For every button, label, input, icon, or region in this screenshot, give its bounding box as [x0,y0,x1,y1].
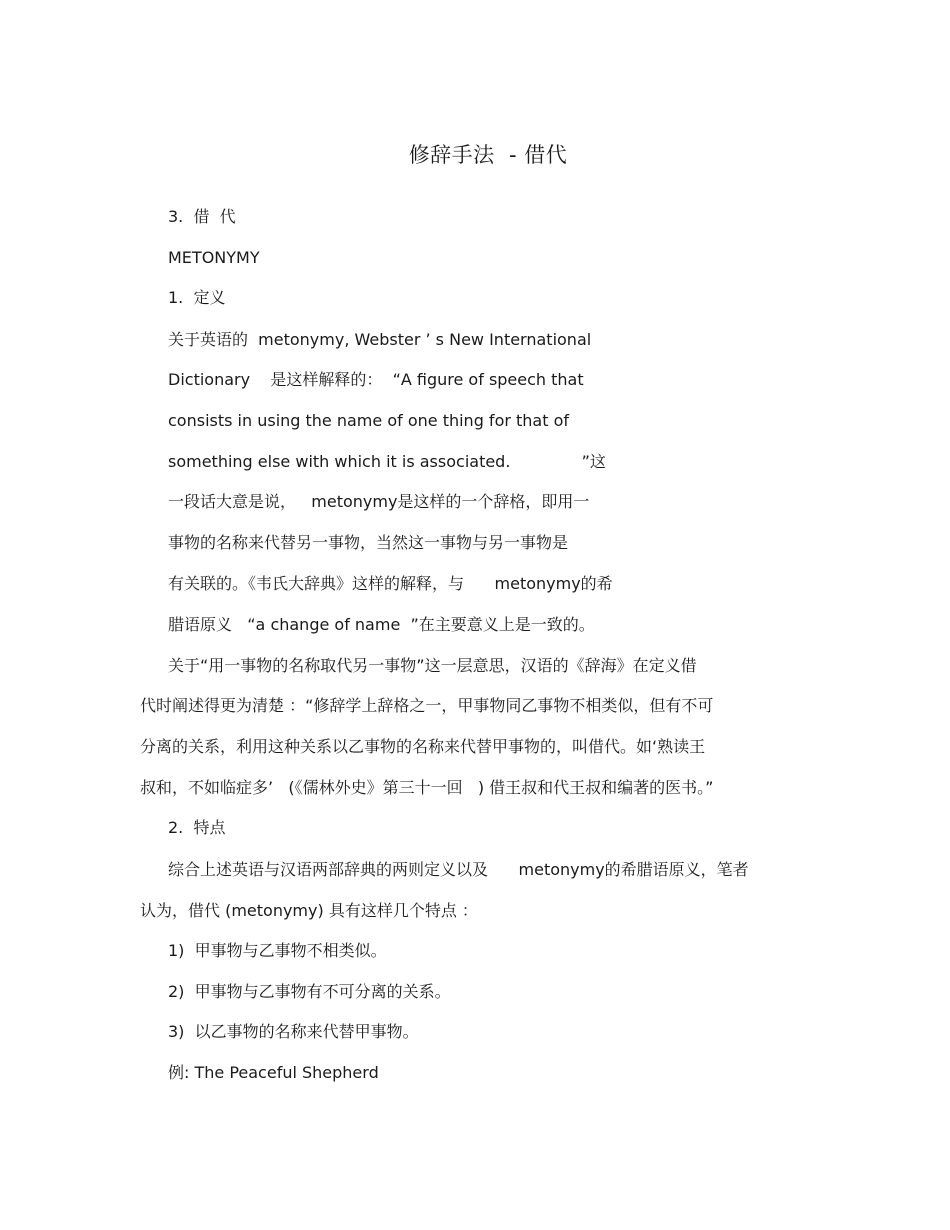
paragraph-line: 关于英语的 metonymy, Webster ’ s New International [168,330,592,349]
paragraph-line: 认为，借代 (metonymy) 具有这样几个特点 ： [140,901,478,920]
list-item: 1) 甲事物与乙事物不相类似。 [168,941,387,960]
paragraph-line: 分离的关系，利用这种关系以乙事物的名称来代替甲事物的，叫借代。如‘熟读王 [140,737,706,756]
subsection-heading: 1. 定义 [168,288,226,307]
paragraph-line: something else with which it is associated. ”这 [168,452,606,471]
paragraph-line: 一段话大意是说， metonymy是这样的一个辞格，即用一 [168,492,590,511]
paragraph-line: 综合上述英语与汉语两部辞典的两则定义以及 metonymy的希腊语原义，笔者 [168,860,749,879]
paragraph-line: 事物的名称来代替另一事物，当然这一事物与另一事物是 [168,533,569,552]
page-title: 修辞手法 - 借代 [408,143,568,167]
example-line: 例: The Peaceful Shepherd [168,1063,379,1082]
section-subheading: METONYMY [168,248,260,267]
subsection-heading: 2. 特点 [168,818,226,837]
paragraph-line: 叔和，不如临症多’ (《儒林外史》第三十一回 ) 借王叔和代王叔和编著的医书。” [140,778,714,797]
list-item: 3) 以乙事物的名称来代替甲事物。 [168,1022,419,1041]
paragraph-line: consists in using the name of one thing for that of [168,411,570,430]
list-item: 2) 甲事物与乙事物有不可分离的关系。 [168,982,451,1001]
paragraph-line: 有关联的。《韦氏大辞典》这样的解释，与 metonymy的希 [168,574,613,593]
paragraph-line: Dictionary 是这样解释的： “A figure of speech that [168,370,584,389]
paragraph-line: 关于“用一事物的名称取代另一事物”这一层意思，汉语的《辞海》在定义借 [168,656,697,675]
paragraph-line: 代时阐述得更为清楚 ：“修辞学上辞格之一，甲事物同乙事物不相类似，但有不可 [140,696,714,715]
section-heading: 3. 借 代 [168,207,236,226]
paragraph-line: 腊语原义 “a change of name ”在主要意义上是一致的。 [168,615,595,634]
